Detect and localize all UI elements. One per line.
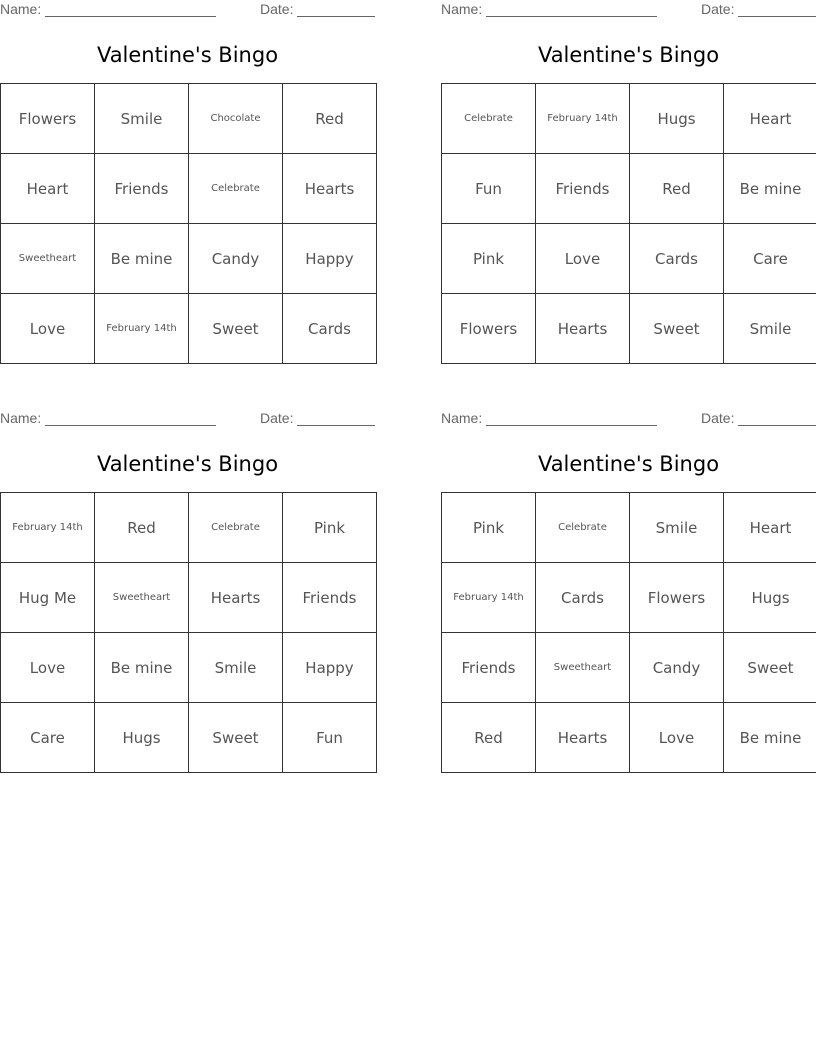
date-label: Date:	[260, 1, 294, 17]
bingo-cell: Celebrate	[442, 84, 536, 154]
bingo-cell: Pink	[442, 224, 536, 294]
bingo-cell: Hearts	[189, 563, 283, 633]
grid-row	[1, 563, 377, 633]
bingo-grid	[441, 492, 816, 773]
bingo-grid	[0, 83, 377, 364]
bingo-cell: Celebrate	[189, 154, 283, 224]
bingo-cell: Be mine	[95, 224, 189, 294]
bingo-cell: February 14th	[442, 563, 536, 633]
bingo-cell: Love	[630, 703, 724, 773]
grid-row	[1, 703, 377, 773]
grid-row	[442, 563, 816, 633]
bingo-cell: Flowers	[442, 294, 536, 364]
bingo-cell: Chocolate	[189, 84, 283, 154]
bingo-cell: Hearts	[283, 154, 377, 224]
bingo-cell: Hugs	[95, 703, 189, 773]
bingo-cell: Friends	[442, 633, 536, 703]
grid-row	[1, 224, 377, 294]
bingo-cell: Smile	[724, 294, 816, 364]
bingo-cell: Sweet	[724, 633, 816, 703]
name-label: Name:	[441, 410, 483, 426]
bingo-cell: Cards	[630, 224, 724, 294]
bingo-cell: Be mine	[95, 633, 189, 703]
card-title: Valentine's Bingo	[96, 452, 279, 476]
grid-row	[442, 224, 816, 294]
name-date-header	[441, 410, 816, 430]
bingo-cell: Smile	[630, 493, 724, 563]
name-label: Name:	[441, 1, 483, 17]
date-blank-line	[297, 425, 375, 426]
bingo-cell: Hearts	[536, 703, 630, 773]
card-title: Valentine's Bingo	[537, 43, 720, 67]
card-title: Valentine's Bingo	[537, 452, 720, 476]
bingo-card-4	[441, 409, 816, 774]
bingo-cell: Hug Me	[1, 563, 95, 633]
bingo-cell: Cards	[283, 294, 377, 364]
bingo-card-2	[441, 0, 816, 365]
name-blank-line	[45, 16, 216, 17]
name-blank-line	[486, 16, 657, 17]
grid-row	[1, 493, 377, 563]
bingo-grid	[441, 83, 816, 364]
date-label: Date:	[701, 410, 735, 426]
bingo-cell: Sweetheart	[536, 633, 630, 703]
grid-row	[442, 294, 816, 364]
bingo-cell: Pink	[283, 493, 377, 563]
bingo-cell: Hugs	[630, 84, 724, 154]
bingo-cell: Celebrate	[536, 493, 630, 563]
card-title: Valentine's Bingo	[96, 43, 279, 67]
date-blank-line	[738, 16, 816, 17]
bingo-cell: Friends	[95, 154, 189, 224]
bingo-cell: Fun	[442, 154, 536, 224]
bingo-cell: Sweet	[189, 294, 283, 364]
name-blank-line	[486, 425, 657, 426]
bingo-cell: Celebrate	[189, 493, 283, 563]
bingo-cell: Be mine	[724, 154, 816, 224]
bingo-cell: Cards	[536, 563, 630, 633]
bingo-cell: Sweet	[630, 294, 724, 364]
name-label: Name:	[0, 410, 42, 426]
bingo-cell: February 14th	[95, 294, 189, 364]
bingo-cell: Flowers	[630, 563, 724, 633]
bingo-cell: Care	[724, 224, 816, 294]
bingo-cell: Red	[95, 493, 189, 563]
date-label: Date:	[260, 410, 294, 426]
grid-row	[442, 703, 816, 773]
bingo-cell: Friends	[536, 154, 630, 224]
bingo-cell: Candy	[630, 633, 724, 703]
bingo-cell: February 14th	[1, 493, 95, 563]
bingo-cell: Heart	[1, 154, 95, 224]
bingo-cell: Smile	[95, 84, 189, 154]
bingo-cell: Happy	[283, 633, 377, 703]
name-date-header	[441, 1, 816, 21]
grid-row	[1, 154, 377, 224]
bingo-cell: Heart	[724, 493, 816, 563]
bingo-cell: Red	[442, 703, 536, 773]
grid-row	[1, 84, 377, 154]
bingo-cell: Sweetheart	[1, 224, 95, 294]
name-date-header	[0, 1, 375, 21]
bingo-card-1	[0, 0, 375, 365]
bingo-cell: Sweet	[189, 703, 283, 773]
name-blank-line	[45, 425, 216, 426]
bingo-cell: Red	[283, 84, 377, 154]
bingo-cell: Love	[1, 633, 95, 703]
bingo-cell: Hearts	[536, 294, 630, 364]
bingo-cell: Friends	[283, 563, 377, 633]
grid-row	[1, 294, 377, 364]
date-blank-line	[297, 16, 375, 17]
bingo-cell: Flowers	[1, 84, 95, 154]
grid-row	[442, 154, 816, 224]
grid-row	[442, 493, 816, 563]
date-label: Date:	[701, 1, 735, 17]
bingo-cell: Pink	[442, 493, 536, 563]
bingo-cell: Hugs	[724, 563, 816, 633]
bingo-cell: Love	[536, 224, 630, 294]
bingo-cell: Happy	[283, 224, 377, 294]
grid-row	[1, 633, 377, 703]
bingo-grid	[0, 492, 377, 773]
grid-row	[442, 633, 816, 703]
bingo-cell: Love	[1, 294, 95, 364]
bingo-cell: February 14th	[536, 84, 630, 154]
grid-row	[442, 84, 816, 154]
bingo-cell: Heart	[724, 84, 816, 154]
name-label: Name:	[0, 1, 42, 17]
bingo-cell: Care	[1, 703, 95, 773]
bingo-cell: Fun	[283, 703, 377, 773]
bingo-card-3	[0, 409, 375, 774]
bingo-cell: Be mine	[724, 703, 816, 773]
name-date-header	[0, 410, 375, 430]
bingo-cell: Candy	[189, 224, 283, 294]
bingo-cell: Sweetheart	[95, 563, 189, 633]
bingo-cell: Smile	[189, 633, 283, 703]
date-blank-line	[738, 425, 816, 426]
bingo-cell: Red	[630, 154, 724, 224]
